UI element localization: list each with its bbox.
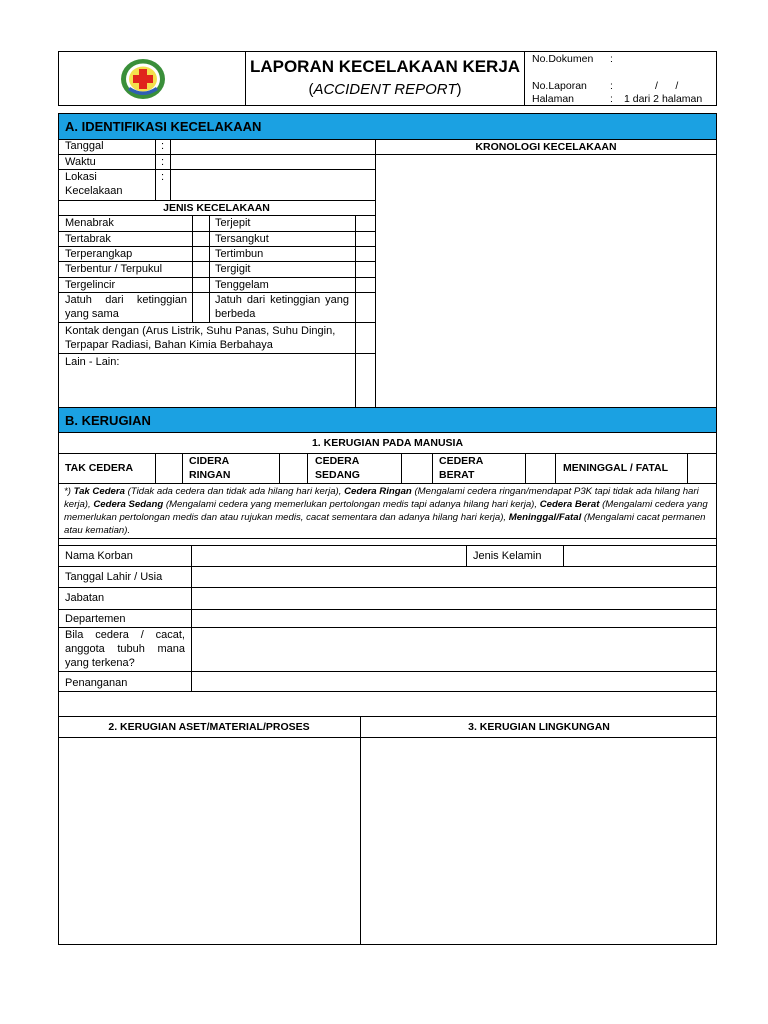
penanganan-field[interactable] (192, 672, 716, 691)
severity-cedera-berat: CEDERA BERAT (439, 455, 483, 481)
checkbox-jatuh-sama[interactable] (193, 293, 209, 322)
type-tertimbun: Tertimbun (215, 248, 264, 260)
type-terperangkap: Terperangkap (65, 248, 133, 260)
kerugian-manusia-header: 1. KERUGIAN PADA MANUSIA (311, 437, 464, 449)
halaman-value: 1 dari 2 halaman (624, 93, 703, 105)
halaman-colon: : (610, 93, 613, 105)
checkbox-tergelincir[interactable] (193, 278, 209, 292)
checkbox-terjepit[interactable] (356, 216, 375, 231)
no-laporan-label: No.Laporan (532, 80, 587, 92)
type-terbentur: Terbentur / Terpukul (65, 263, 163, 275)
jenis-kecelakaan-header: JENIS KECELAKAAN (163, 202, 270, 214)
waktu-label: Waktu (65, 156, 96, 168)
kerugian-lingkungan-header: 3. KERUGIAN LINGKUNGAN (468, 721, 610, 733)
kerugian-lingkungan-field[interactable] (361, 738, 716, 944)
lokasi-field[interactable] (171, 170, 375, 200)
type-jatuh-berbeda: Jatuh dari ketinggian yang berbeda (215, 294, 349, 320)
severity-cidera-ringan: CIDERA RINGAN (189, 455, 231, 481)
departemen-field[interactable] (192, 610, 716, 627)
checkbox-tertimbun[interactable] (356, 247, 375, 261)
checkbox-kontak[interactable] (356, 323, 375, 353)
tanggal-label: Tanggal (65, 140, 104, 152)
checkbox-tersangkut[interactable] (356, 232, 375, 246)
type-tergelincir: Tergelincir (65, 279, 116, 291)
no-dokumen-colon: : (610, 53, 613, 65)
section-a-title: A. IDENTIFIKASI KECELAKAAN (65, 119, 262, 134)
kronologi-header: KRONOLOGI KECELAKAAN (475, 141, 617, 153)
type-tergigit: Tergigit (215, 263, 251, 275)
checkbox-tertabrak[interactable] (193, 232, 209, 246)
severity-meninggal-fatal: MENINGGAL / FATAL (563, 462, 668, 474)
lokasi-colon: : (161, 171, 165, 183)
checkbox-terperangkap[interactable] (193, 247, 209, 261)
type-lain-lain: Lain - Lain: (65, 356, 120, 368)
type-jatuh-sama: Jatuh dari ketinggian yang sama (65, 294, 187, 320)
checkbox-cedera-berat[interactable] (526, 454, 555, 483)
checkbox-tergigit[interactable] (356, 262, 375, 277)
penanganan-label: Penanganan (65, 677, 128, 689)
jenis-kelamin-label: Jenis Kelamin (473, 550, 542, 562)
nama-korban-field[interactable] (192, 546, 466, 566)
type-tertabrak: Tertabrak (65, 233, 111, 245)
tanggal-colon: : (161, 140, 165, 152)
checkbox-jatuh-berbeda[interactable] (356, 293, 375, 322)
type-terjepit: Terjepit (215, 217, 251, 229)
halaman-label: Halaman (532, 93, 575, 105)
tanggal-field[interactable] (171, 140, 375, 154)
bila-cedera-field[interactable] (192, 628, 716, 671)
no-laporan-value: / / (655, 80, 679, 92)
no-dokumen-label: No.Dokumen (532, 53, 594, 65)
bila-cedera-label: Bila cedera / cacat, anggota tubuh mana yang terkena? (65, 629, 185, 669)
checkbox-tak-cedera[interactable] (156, 454, 182, 483)
checkbox-menabrak[interactable] (193, 216, 209, 231)
type-kontak: Kontak dengan (Arus Listrik, Suhu Panas, Suhu Dingin, Terpapar Radiasi, Bahan Kimia Berbahaya (65, 325, 336, 351)
jenis-kelamin-field[interactable] (564, 546, 716, 566)
waktu-field[interactable] (171, 155, 375, 169)
section-b-header (58, 407, 717, 433)
jabatan-field[interactable] (192, 588, 716, 609)
section-b-title: B. KERUGIAN (65, 413, 151, 428)
severity-cedera-sedang: CEDERA SEDANG (315, 455, 360, 481)
kerugian-aset-field[interactable] (59, 738, 359, 944)
checkbox-cidera-ringan[interactable] (280, 454, 307, 483)
tanggal-lahir-field[interactable] (192, 567, 716, 587)
departemen-label: Departemen (65, 613, 126, 625)
waktu-colon: : (161, 156, 165, 168)
type-tersangkut: Tersangkut (215, 233, 269, 245)
kronologi-field[interactable] (376, 155, 716, 407)
jabatan-label: Jabatan (65, 592, 105, 604)
form-subtitle: (ACCIDENT REPORT) (308, 81, 462, 98)
severity-tak-cedera: TAK CEDERA (65, 462, 134, 474)
type-tenggelam: Tenggelam (215, 279, 269, 291)
checkbox-meninggal-fatal[interactable] (688, 454, 716, 483)
lain-lain-field[interactable] (59, 369, 354, 407)
checkbox-lain-lain[interactable] (356, 354, 375, 407)
kerugian-aset-header: 2. KERUGIAN ASET/MATERIAL/PROSES (108, 721, 310, 733)
checkbox-tenggelam[interactable] (356, 278, 375, 292)
no-laporan-colon: : (610, 80, 613, 92)
checkbox-terbentur[interactable] (193, 262, 209, 277)
tanggal-lahir-label: Tanggal Lahir / Usia (65, 571, 163, 583)
lokasi-label: Lokasi Kecelakaan (65, 171, 123, 197)
form-title: LAPORAN KECELAKAAN KERJA (249, 57, 521, 76)
checkbox-cedera-sedang[interactable] (402, 454, 432, 483)
hospital-logo (118, 56, 168, 102)
nama-korban-label: Nama Korban (65, 550, 133, 562)
severity-note: *) Tak Cedera (Tidak ada cedera dan tidak ada hilang hari kerja), Cedera Ringan (Mengalami cedera ringan/mendapat P3K tapi tidak ada hilang hari kerja), Cedera Sedang (Mengalami cedera yang memerlukan pertolongan medis tapi adanya hilang hari kerja), Cedera Berat (Mengalami cedera yang memerlukan pertolongan medis dan atau rujukan medis, cacat sementara dan adanya hilang hari kerja), Meninggal/Fatal (Mengalami cacat permanen atau kematian). (64, 486, 708, 536)
type-menabrak: Menabrak (65, 217, 114, 229)
